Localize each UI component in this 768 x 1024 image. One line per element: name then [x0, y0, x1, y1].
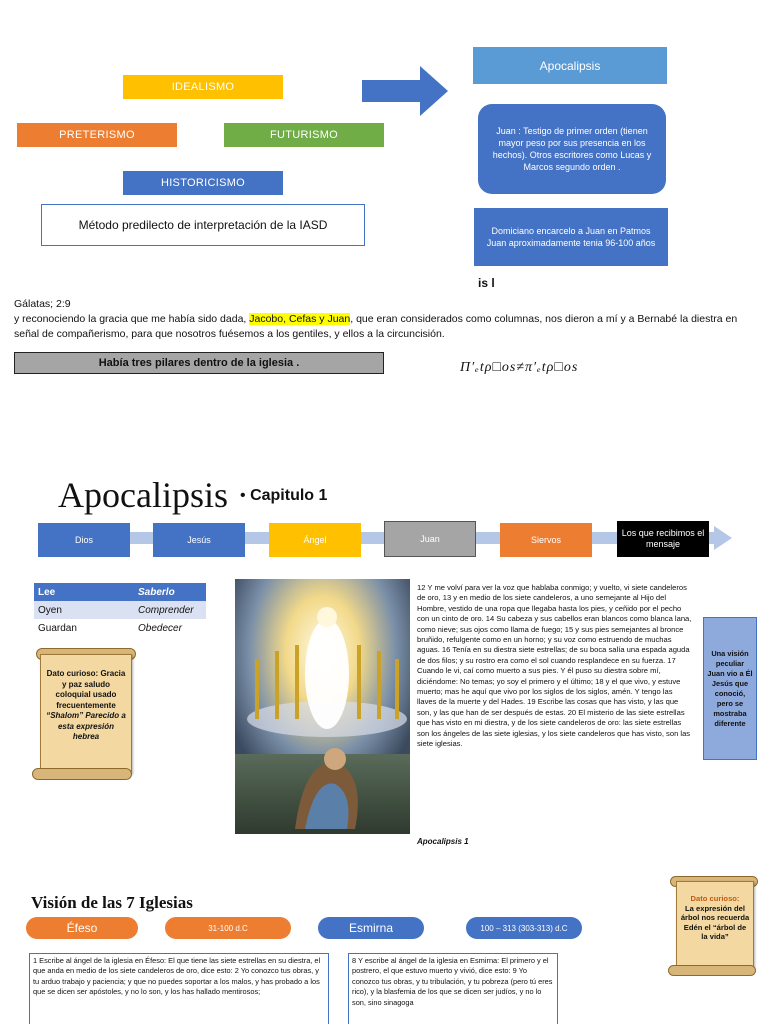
- metodo-box: Método predilecto de interpretación de la IASD: [41, 204, 365, 246]
- esmirna-date-pill: 100 – 313 (303-313) d.C: [466, 917, 582, 939]
- table-row: [34, 619, 206, 637]
- flow-receptores: Los que recibimos el mensaje: [617, 521, 709, 557]
- dato-curioso-scroll: [32, 648, 140, 780]
- efeso-pill: Éfeso: [26, 917, 138, 939]
- flow-jesus: Jesús: [153, 523, 245, 557]
- table-cell: Obedecer: [138, 622, 182, 634]
- efeso-text: 1 Escribe al ángel de la iglesia en Éfeso: El que tiene las siete estrellas en su diestra, el que anda en medio de los siete candeleros de oro, dice esto: 2 Yo conozco tus obras, y tu arduo trabajo y paciencia; y que no puedes soportar a los malos, y has probado a los que se dicen ser apóstoles, y no lo son, y los has hallado mentirosos;: [29, 953, 329, 1024]
- galatas-pre: y reconociendo la gracia que me había sido dada,: [14, 313, 250, 325]
- vision-note-box: Una visión peculiar Juan vio a Él Jesús que conoció, pero se mostraba diferente: [703, 617, 757, 760]
- dato1-italic: “Shalom” Parecido a esta expresión hebrea: [46, 711, 126, 741]
- table-row: [34, 601, 206, 619]
- dato2-title: Dato curioso:: [690, 894, 740, 903]
- efeso-date-pill: 31-100 d.C: [165, 917, 291, 939]
- juan-testigo-box: Juan : Testigo de primer orden (tienen mayor peso por sus presencia en los hechos). Otros escritores como Lucas y Marcos segundo orden .: [478, 104, 666, 194]
- galatas-post: , que eran considerados como columnas, nos dieron a mí y a Bernabé la diestra en señal de compañerismo, para que nosotros fuésemos a los gentiles, y ellos a la circuncisión.: [14, 313, 738, 340]
- galatas-text: [14, 312, 754, 342]
- vision-painting: [235, 579, 410, 834]
- capitulo-subtitle: [240, 487, 327, 505]
- verses-text: 12 Y me volví para ver la voz que hablaba conmigo; y vuelto, vi siete candeleros de oro, 13 y en medio de los siete candeleros, a uno semejante al Hijo del Hombre, vestido de una ropa que llegaba hasta los pies, y ceñido por el pecho con un cinto de oro. 14 Su cabeza y sus cabellos eran blancos como blanca lana, como nieve; sus ojos como llama de fuego; 15 y sus pies semejantes al bronce bruñido, refulgente como en un horno; y su voz como estruendo de muchas aguas. 16 Tenía en su diestra siete estrellas; de su boca salía una espada aguda de dos filos; y su rostro era como el sol cuando resplandece en su fuerza. 17 Cuando le vi, caí como muerto a sus pies. Y él puso su diestra sobre mí, diciéndome: No temas; yo soy el primero y el último; 18 y el que vivo, y estuve muerto; mas he aquí que vivo por los siglos de los siglos, amén. Y tengo las llaves de la muerte y del Hades. 19 Escribe las cosas que has visto, y las que son, y las que han de ser después de estas. 20 El misterio de las siete estrellas que has visto en mi diestra, y de los siete candeleros de oro: las siete estrellas son los ángeles de las siete iglesias, y los siete candeleros que has visto, son las siete iglesias.: [417, 583, 692, 749]
- verses-ref: Apocalipsis 1: [417, 837, 469, 846]
- table-cell: Saberlo: [138, 586, 175, 598]
- idealismo-box: IDEALISMO: [123, 75, 283, 99]
- table-cell: Comprender: [138, 604, 194, 616]
- flow-juan: Juan: [384, 521, 476, 557]
- is-label: is l: [478, 276, 495, 290]
- table-cell: Lee: [38, 586, 56, 598]
- futurismo-box: FUTURISMO: [224, 123, 384, 147]
- galatas-ref: Gálatas; 2:9: [14, 298, 71, 310]
- flow-siervos: Siervos: [500, 523, 592, 557]
- greek-formula: Π′ₑtρ□os≠π′ₑtρ□os: [460, 360, 579, 375]
- iglesias-title: Visión de las 7 Iglesias: [31, 893, 193, 912]
- bullet: •: [240, 487, 246, 504]
- preterismo-box: PRETERISMO: [17, 123, 177, 147]
- apocalipsis-box: Apocalipsis: [473, 47, 667, 84]
- dato-curioso-scroll-2: [668, 876, 762, 976]
- capitulo-title: Apocalipsis: [58, 475, 228, 515]
- flow-dios: Dios: [38, 523, 130, 557]
- table-cell: Guardan: [38, 622, 77, 634]
- galatas-highlight: Jacobo, Cefas y Juan: [249, 313, 351, 325]
- dato1-text: Dato curioso: Gracia y paz saludo coloquial usado frecuentemente: [46, 669, 126, 710]
- table-cell: Oyen: [38, 604, 62, 616]
- table-row: [34, 583, 206, 601]
- domiciano-box: Domiciano encarcelo a Juan en Patmos Juan aproximadamente tenia 96-100 años: [474, 208, 668, 266]
- dato2-text: La expresión del árbol nos recuerda Edén el “árbol de la vida”: [680, 903, 750, 942]
- arrow-right-icon: [362, 66, 448, 116]
- lee-table: [34, 583, 206, 637]
- esmirna-text: 8 Y escribe al ángel de la iglesia en Esmirna: El primero y el postrero, el que estuvo muerto y vivió, dice esto: 9 Yo conozco tus obras, y tu tribulación, y tu pobreza (pero tú eres rico), y la blasfemia de los que se dicen ser judíos, y no lo son, sino sinagoga: [348, 953, 558, 1024]
- pilares-box: Había tres pilares dentro de la iglesia .: [14, 352, 384, 374]
- subtitle-text: Capitulo 1: [250, 487, 328, 504]
- historicismo-box: HISTORICISMO: [123, 171, 283, 195]
- esmirna-pill: Esmirna: [318, 917, 424, 939]
- flow-angel: Ángel: [269, 523, 361, 557]
